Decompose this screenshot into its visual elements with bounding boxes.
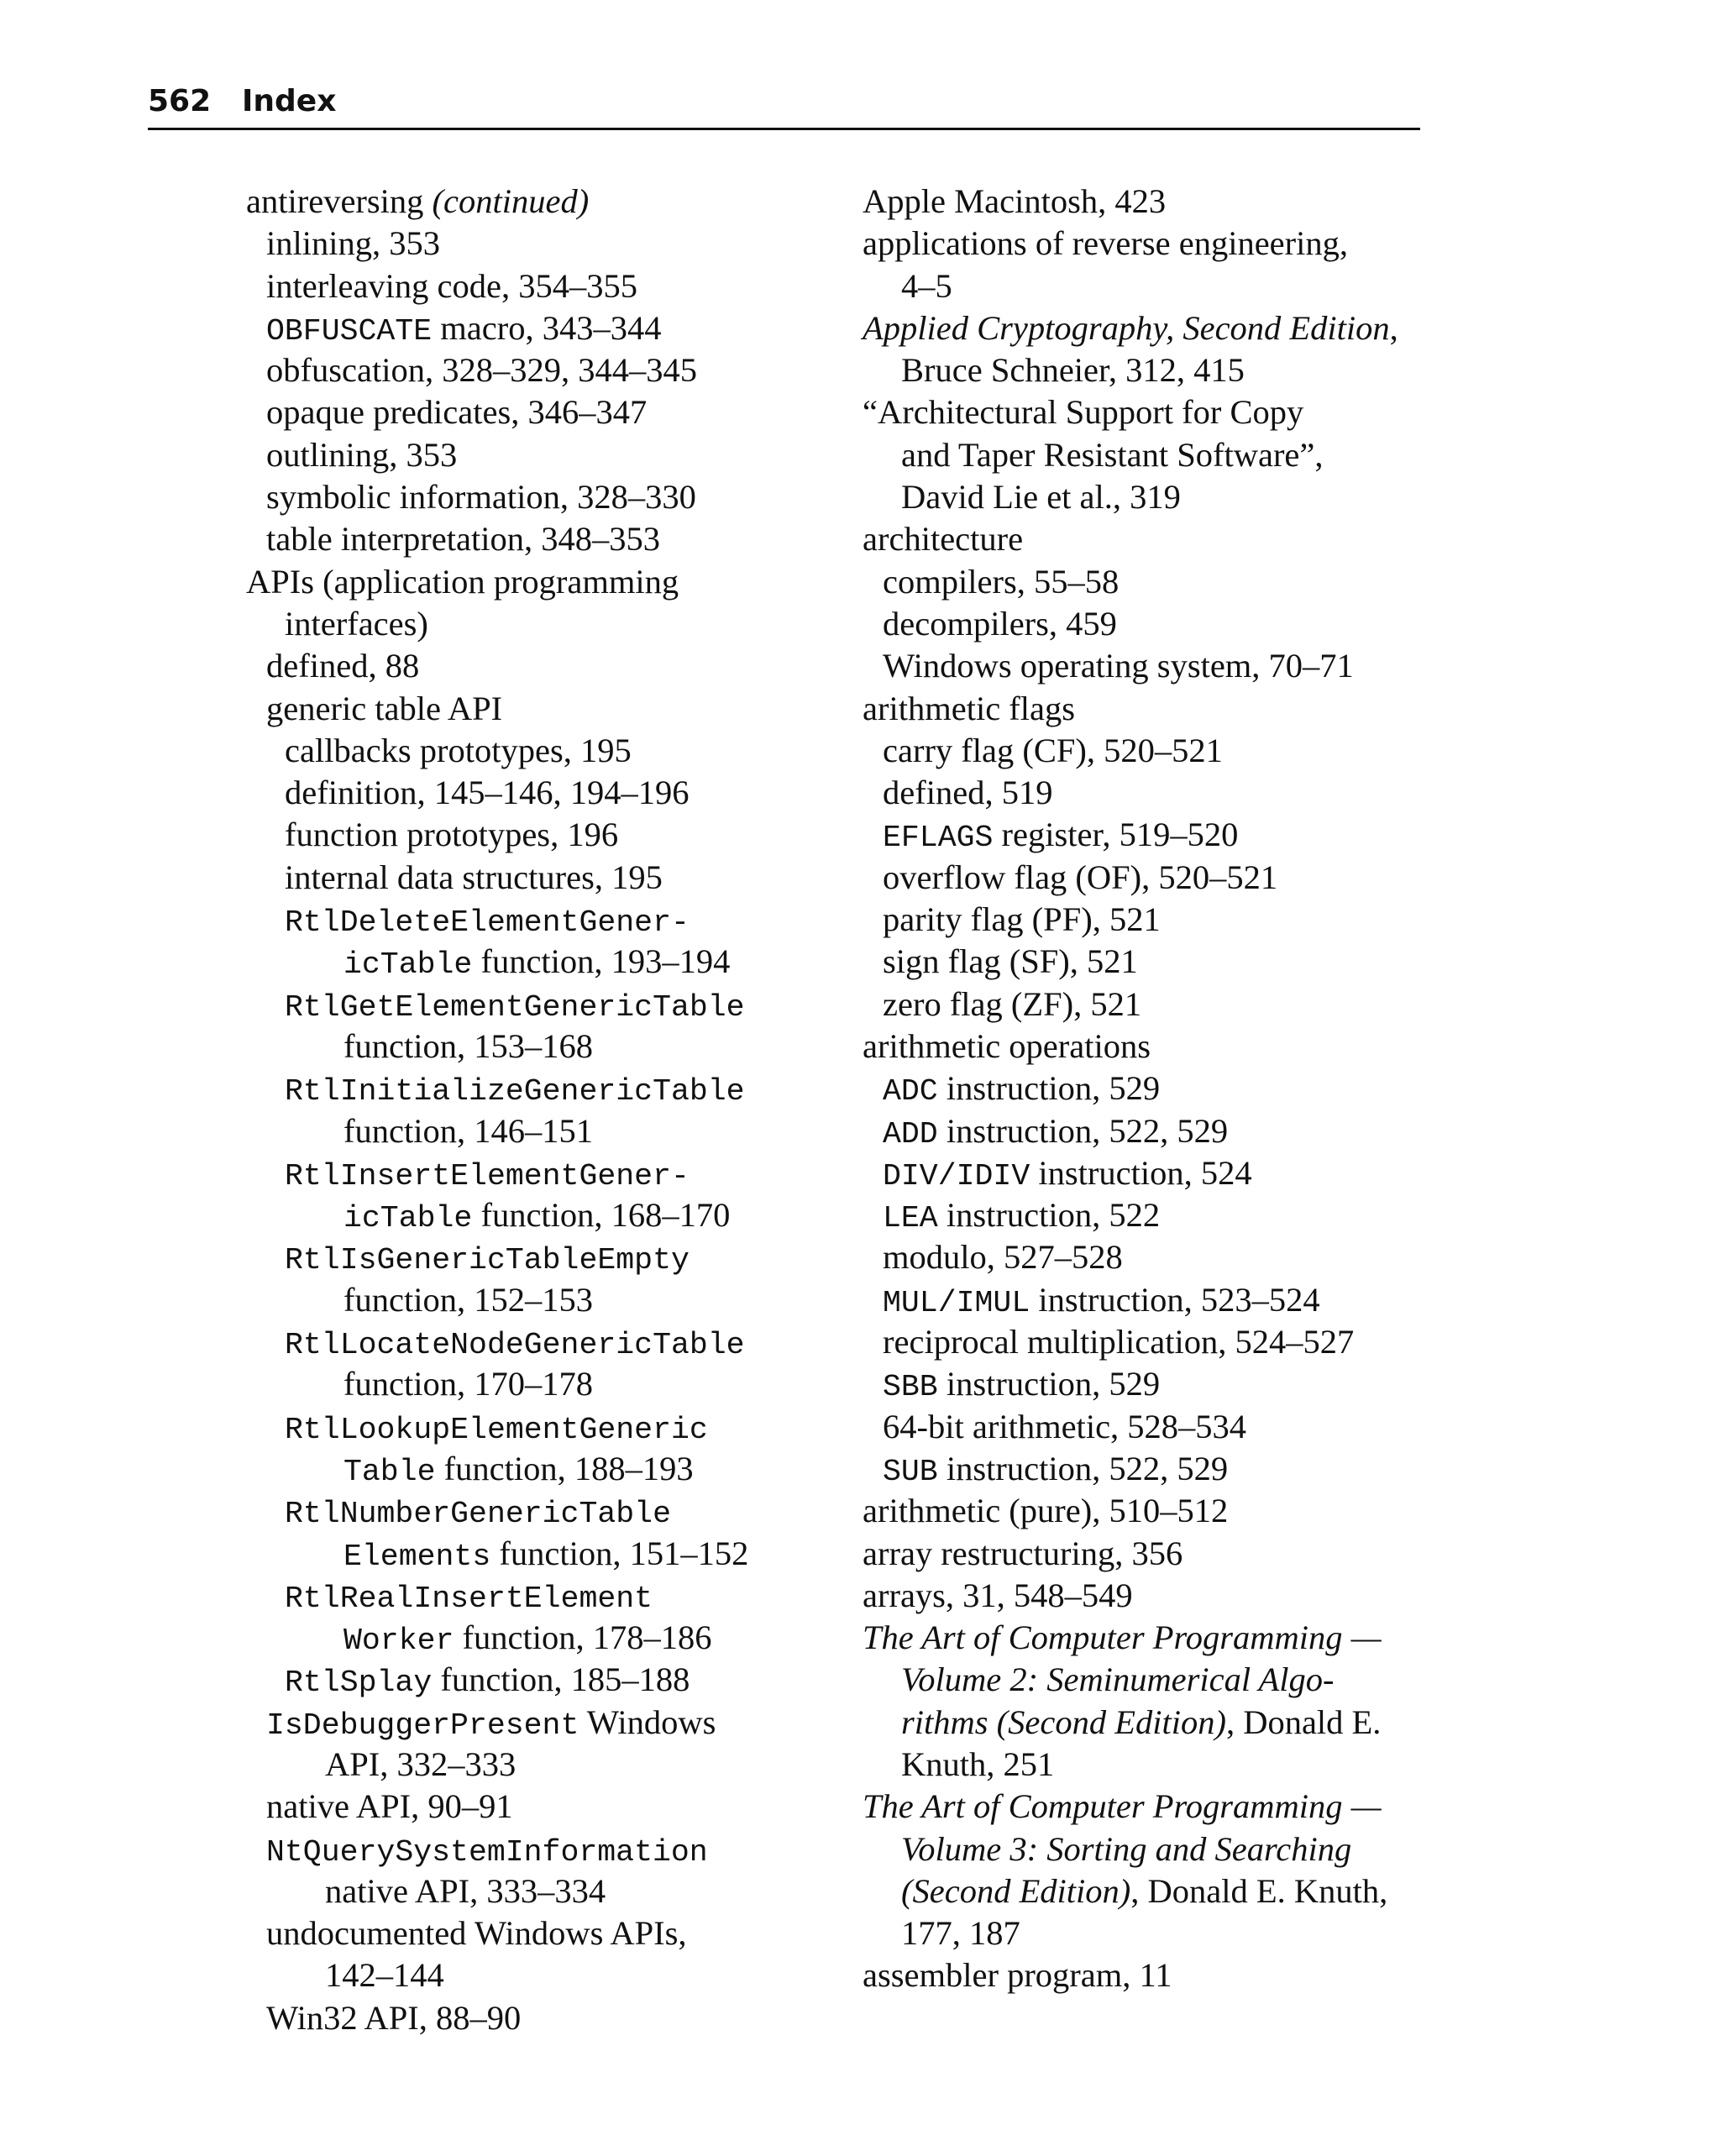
entry-text: register, 519–520 (993, 816, 1239, 854)
code-term: RtlInitializeGenericTable (285, 1074, 745, 1109)
index-subentry (863, 1279, 1450, 1321)
entry-text: , (1389, 308, 1398, 347)
index-entry-continuation: function, 170–178 (343, 1365, 593, 1403)
index-subentry: obfuscation, 328–329, 344–345 (266, 351, 697, 390)
index-entry: Apple Macintosh, 423 (863, 182, 1167, 220)
index-entry-continuation (863, 1870, 1450, 1912)
code-term: DIV/IDIV (883, 1158, 1030, 1193)
code-term: Table (343, 1454, 436, 1489)
entry-text: instruction, 529 (937, 1069, 1161, 1108)
entry-text: Windows (579, 1702, 716, 1741)
index-entry-continuation: Knuth, 251 (901, 1744, 1055, 1783)
code-term: icTable (343, 1201, 473, 1236)
index-subentry (863, 1110, 1450, 1152)
index-entry: assembler program, 11 (863, 1956, 1172, 1995)
section-title: Index (242, 84, 337, 118)
book-title: rithms (Second Edition) (901, 1702, 1226, 1741)
index-subentry: defined, 519 (883, 774, 1053, 812)
index-entry-continuation: David Lie et al., 319 (901, 478, 1181, 517)
code-term: EFLAGS (883, 821, 994, 856)
code-term: Elements (343, 1539, 491, 1574)
index-subentry (246, 1702, 884, 1744)
index-subentry: outlining, 353 (266, 435, 458, 474)
index-entry: arithmetic (pure), 510–512 (863, 1492, 1229, 1530)
index-subentry (863, 1068, 1450, 1109)
index-subentry: reciprocal multiplication, 524–527 (883, 1323, 1355, 1361)
index-entry-continuation: function, 146–151 (343, 1111, 593, 1150)
index-subentry: Win32 API, 88–90 (266, 1998, 522, 2037)
entry-text: instruction, 522, 529 (937, 1111, 1229, 1150)
index-subentry: opaque predicates, 346–347 (266, 393, 648, 432)
entry-text: , Donald E. Knuth, (1130, 1871, 1388, 1910)
index-subentry: carry flag (CF), 520–521 (883, 731, 1223, 769)
entry-text: instruction, 522 (937, 1196, 1161, 1235)
index-subsubentry (246, 984, 884, 1026)
page-number: 562 (148, 84, 212, 118)
index-subsubentry (246, 1068, 884, 1109)
code-term: OBFUSCATE (266, 313, 433, 349)
entry-text: instruction, 529 (937, 1365, 1161, 1403)
index-entry: applications of reverse engineering, (863, 224, 1349, 263)
code-term: ADC (883, 1074, 938, 1109)
index-subsubentry: callbacks prototypes, 195 (285, 731, 632, 769)
code-term: icTable (343, 947, 473, 983)
index-entry: APIs (application programming (246, 562, 679, 601)
index-entry-continuation: 177, 187 (901, 1914, 1020, 1953)
index-subsubentry (246, 1406, 884, 1448)
index-subsubentry (246, 1321, 884, 1363)
index-entry-continuation: 4–5 (901, 266, 952, 305)
index-entry: arithmetic operations (863, 1026, 1151, 1065)
index-subentry: compilers, 55–58 (883, 562, 1120, 601)
entry-text: macro, 343–344 (432, 308, 662, 347)
index-column-right (863, 181, 1450, 1997)
code-term: RtlRealInsertElement (285, 1581, 653, 1616)
entry-text: function, 151–152 (490, 1534, 749, 1572)
index-entry-continuation: native API, 333–334 (325, 1871, 606, 1910)
index-entry (863, 307, 1450, 349)
index-entry-continuation: Volume 2: Seminumerical Algo- (901, 1660, 1335, 1699)
index-subentry: table interpretation, 348–353 (266, 520, 660, 559)
index-entry-continuation (863, 1702, 1450, 1744)
index-subentry (246, 1828, 884, 1870)
index-entry-continuation: API, 332–333 (325, 1744, 517, 1783)
index-subentry: defined, 88 (266, 647, 420, 685)
code-term: RtlLocateNodeGenericTable (285, 1328, 745, 1363)
code-term: Worker (343, 1624, 454, 1659)
index-subsubentry (246, 1490, 884, 1532)
index-subentry: overflow flag (OF), 520–521 (883, 858, 1278, 896)
index-entry: “Architectural Support for Copy (863, 393, 1304, 432)
index-subsubentry (246, 1659, 884, 1701)
index-subsubentry: internal data structures, 195 (285, 858, 663, 896)
entry-text: , Donald E. (1225, 1702, 1382, 1741)
index-subentry: inlining, 353 (266, 224, 441, 263)
book-title: Applied Cryptography, Second Edition (863, 308, 1390, 347)
index-subsubentry (246, 1236, 884, 1278)
index-entry: The Art of Computer Programming — (863, 1618, 1382, 1657)
index-column-left (246, 181, 884, 2039)
index-entry-continuation (246, 1617, 884, 1659)
index-subentry: 64-bit arithmetic, 528–534 (883, 1407, 1247, 1445)
index-subentry: Windows operating system, 70–71 (883, 647, 1354, 685)
entry-text: function, 188–193 (435, 1449, 694, 1487)
index-subentry: parity flag (PF), 521 (883, 900, 1161, 939)
running-head (148, 81, 1420, 130)
index-subentry: undocumented Windows APIs, (266, 1914, 687, 1953)
index-subentry: modulo, 527–528 (883, 1238, 1123, 1277)
index-subentry (246, 307, 884, 349)
code-term: RtlDeleteElementGener- (285, 905, 690, 941)
code-term: RtlSplay (285, 1666, 433, 1701)
index-entry-continuation: and Taper Resistant Software”, (901, 435, 1324, 474)
index-entry-continuation (246, 1448, 884, 1490)
index-entry: array restructuring, 356 (863, 1534, 1183, 1572)
entry-text: function, 178–186 (454, 1618, 712, 1657)
code-term: ADD (883, 1116, 938, 1151)
index-entry-continuation: interfaces) (285, 604, 428, 643)
entry-text: instruction, 523–524 (1030, 1280, 1320, 1319)
code-term: RtlNumberGenericTable (285, 1497, 671, 1532)
code-term: RtlLookupElementGeneric (285, 1412, 708, 1447)
entry-text: function, 168–170 (472, 1196, 731, 1235)
index-subsubentry (246, 899, 884, 941)
index-subentry (863, 1194, 1450, 1236)
index-entry-continuation: Bruce Schneier, 312, 415 (901, 351, 1245, 390)
index-subsubentry (246, 1575, 884, 1617)
index-subentry: native API, 90–91 (266, 1787, 513, 1826)
index-entry-continuation (246, 1194, 884, 1236)
continued-note: (continued) (432, 182, 590, 220)
index-entry-continuation: function, 153–168 (343, 1026, 593, 1065)
code-term: RtlGetElementGenericTable (285, 989, 745, 1025)
index-subentry: sign flag (SF), 521 (883, 942, 1138, 981)
code-term: RtlIsGenericTableEmpty (285, 1243, 690, 1278)
index-entry-continuation: function, 152–153 (343, 1280, 593, 1319)
index-entry (246, 181, 884, 223)
index-entry-continuation (246, 941, 884, 983)
code-term: SBB (883, 1370, 938, 1405)
code-term: IsDebuggerPresent (266, 1707, 579, 1743)
index-subsubentry: definition, 145–146, 194–196 (285, 774, 690, 812)
index-entry-continuation: 142–144 (325, 1956, 444, 1995)
index-entry: The Art of Computer Programming — (863, 1787, 1382, 1826)
index-entry-continuation (246, 1533, 884, 1575)
entry-text: function, 185–188 (432, 1660, 690, 1699)
index-entry: arithmetic flags (863, 689, 1076, 727)
entry-text: antireversing (246, 182, 424, 220)
index-subentry: zero flag (ZF), 521 (883, 984, 1142, 1023)
index-subentry (863, 814, 1450, 856)
index-entry: arrays, 31, 548–549 (863, 1576, 1133, 1614)
index-subentry: generic table API (266, 689, 503, 727)
code-term: RtlInsertElementGener- (285, 1158, 690, 1193)
index-subentry (863, 1363, 1450, 1405)
code-term: MUL/IMUL (883, 1285, 1030, 1320)
index-subentry (863, 1448, 1450, 1490)
index-subentry (863, 1152, 1450, 1194)
code-term: NtQuerySystemInformation (266, 1834, 708, 1870)
entry-text: instruction, 524 (1030, 1153, 1252, 1192)
entry-text: instruction, 522, 529 (937, 1449, 1229, 1487)
index-entry: architecture (863, 520, 1024, 559)
code-term: SUB (883, 1454, 938, 1489)
index-subentry: decompilers, 459 (883, 604, 1117, 643)
index-subsubentry: function prototypes, 196 (285, 816, 619, 854)
code-term: LEA (883, 1201, 938, 1236)
index-subentry: symbolic information, 328–330 (266, 478, 696, 517)
index-subentry: interleaving code, 354–355 (266, 266, 637, 305)
book-title: (Second Edition) (901, 1871, 1131, 1910)
index-subsubentry (246, 1152, 884, 1194)
index-entry-continuation: Volume 3: Sorting and Searching (901, 1829, 1352, 1868)
entry-text: function, 193–194 (472, 942, 731, 981)
